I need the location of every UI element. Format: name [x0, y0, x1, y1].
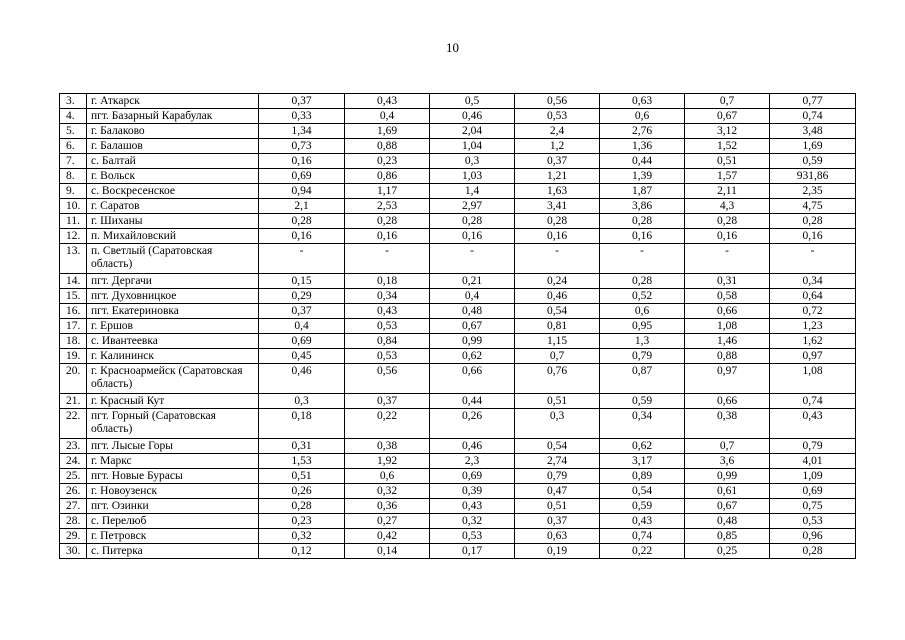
value-cell: 0,74 — [770, 394, 856, 409]
value-cell: 0,25 — [685, 544, 770, 559]
value-cell: 0,18 — [259, 409, 345, 439]
settlement-name: г. Аткарск — [87, 94, 259, 109]
value-cell: 1,04 — [430, 139, 515, 154]
value-cell: 0,79 — [770, 439, 856, 454]
value-cell: 2,11 — [685, 184, 770, 199]
value-cell: 0,4 — [259, 319, 345, 334]
value-cell: 0,34 — [600, 409, 685, 439]
value-cell: 0,87 — [600, 364, 685, 394]
value-cell: 0,39 — [430, 484, 515, 499]
value-cell: 2,53 — [345, 199, 430, 214]
page-number: 10 — [446, 40, 459, 55]
row-number: 4. — [60, 109, 87, 124]
value-cell: 1,08 — [770, 364, 856, 394]
value-cell: 0,46 — [430, 439, 515, 454]
table-row — [60, 274, 856, 289]
value-cell: 0,5 — [430, 94, 515, 109]
value-cell: 0,67 — [685, 499, 770, 514]
row-number: 13. — [60, 244, 87, 274]
value-cell: 1,36 — [600, 139, 685, 154]
value-cell: 1,62 — [770, 334, 856, 349]
table-row — [60, 109, 856, 124]
value-cell: 0,32 — [345, 484, 430, 499]
value-cell: 0,7 — [515, 349, 600, 364]
value-cell: 0,37 — [259, 94, 345, 109]
value-cell: 2,3 — [430, 454, 515, 469]
value-cell: 0,66 — [685, 394, 770, 409]
value-cell: 1,69 — [770, 139, 856, 154]
table-row — [60, 169, 856, 184]
value-cell: 0,53 — [770, 514, 856, 529]
value-cell: 3,17 — [600, 454, 685, 469]
row-number: 24. — [60, 454, 87, 469]
value-cell: 0,77 — [770, 94, 856, 109]
value-cell: 0,46 — [430, 109, 515, 124]
value-cell: - — [770, 244, 856, 274]
value-cell: 4,3 — [685, 199, 770, 214]
value-cell: 0,69 — [259, 334, 345, 349]
table-row — [60, 124, 856, 139]
table-row — [60, 529, 856, 544]
value-cell: 1,69 — [345, 124, 430, 139]
value-cell: 0,3 — [430, 154, 515, 169]
value-cell: 0,86 — [345, 169, 430, 184]
value-cell: - — [685, 244, 770, 274]
table-row — [60, 484, 856, 499]
table-row — [60, 514, 856, 529]
value-cell: 0,97 — [685, 364, 770, 394]
value-cell: 0,16 — [685, 229, 770, 244]
value-cell: 0,74 — [600, 529, 685, 544]
table-row — [60, 409, 856, 439]
value-cell: - — [600, 244, 685, 274]
value-cell: 0,28 — [600, 214, 685, 229]
row-number: 28. — [60, 514, 87, 529]
value-cell: 0,69 — [430, 469, 515, 484]
value-cell: 0,88 — [345, 139, 430, 154]
row-number: 15. — [60, 289, 87, 304]
value-cell: 0,54 — [515, 439, 600, 454]
value-cell: 1,87 — [600, 184, 685, 199]
row-number: 25. — [60, 469, 87, 484]
value-cell: 1,34 — [259, 124, 345, 139]
value-cell: 0,28 — [259, 214, 345, 229]
value-cell: 0,27 — [345, 514, 430, 529]
value-cell: 0,89 — [600, 469, 685, 484]
value-cell: 0,54 — [600, 484, 685, 499]
settlement-name: пгт. Екатериновка — [87, 304, 259, 319]
value-cell: 2,76 — [600, 124, 685, 139]
value-cell: 0,53 — [345, 349, 430, 364]
settlement-name: г. Петровск — [87, 529, 259, 544]
row-number: 20. — [60, 364, 87, 394]
value-cell: 0,72 — [770, 304, 856, 319]
value-cell: 0,18 — [345, 274, 430, 289]
value-cell: 0,37 — [515, 514, 600, 529]
value-cell: 0,21 — [430, 274, 515, 289]
value-cell: 0,37 — [515, 154, 600, 169]
value-cell: 0,32 — [430, 514, 515, 529]
value-cell: 0,28 — [685, 214, 770, 229]
table-row — [60, 244, 856, 274]
value-cell: 0,43 — [345, 304, 430, 319]
value-cell: 0,99 — [430, 334, 515, 349]
settlement-name: г. Саратов — [87, 199, 259, 214]
value-cell: 0,52 — [600, 289, 685, 304]
value-cell: 2,04 — [430, 124, 515, 139]
value-cell: 0,67 — [430, 319, 515, 334]
table-row — [60, 154, 856, 169]
value-cell: 0,42 — [345, 529, 430, 544]
value-cell: 0,59 — [770, 154, 856, 169]
settlement-name: пгт. Дергачи — [87, 274, 259, 289]
row-number: 17. — [60, 319, 87, 334]
value-cell: 0,61 — [685, 484, 770, 499]
value-cell: 3,48 — [770, 124, 856, 139]
row-number: 14. — [60, 274, 87, 289]
value-cell: 0,26 — [259, 484, 345, 499]
row-number: 6. — [60, 139, 87, 154]
table-row — [60, 304, 856, 319]
value-cell: 0,76 — [515, 364, 600, 394]
value-cell: 0,96 — [770, 529, 856, 544]
value-cell: 0,44 — [600, 154, 685, 169]
value-cell: 0,43 — [430, 499, 515, 514]
value-cell: 0,56 — [515, 94, 600, 109]
table-row — [60, 499, 856, 514]
value-cell: 0,51 — [515, 499, 600, 514]
settlement-name: с. Ивантеевка — [87, 334, 259, 349]
value-cell: - — [430, 244, 515, 274]
settlement-name: с. Перелюб — [87, 514, 259, 529]
value-cell: 0,16 — [430, 229, 515, 244]
row-number: 27. — [60, 499, 87, 514]
value-cell: 3,12 — [685, 124, 770, 139]
value-cell: 0,28 — [259, 499, 345, 514]
value-cell: 3,41 — [515, 199, 600, 214]
settlement-name: с. Воскресенское — [87, 184, 259, 199]
value-cell: 0,46 — [259, 364, 345, 394]
value-cell: 0,29 — [259, 289, 345, 304]
value-cell: 0,46 — [515, 289, 600, 304]
row-number: 30. — [60, 544, 87, 559]
value-cell: 1,4 — [430, 184, 515, 199]
row-number: 3. — [60, 94, 87, 109]
value-cell: 0,43 — [770, 409, 856, 439]
settlement-name: п. Светлый (Саратовская область) — [87, 244, 259, 274]
value-cell: 0,48 — [430, 304, 515, 319]
value-cell: 0,3 — [515, 409, 600, 439]
value-cell: 1,46 — [685, 334, 770, 349]
value-cell: 0,15 — [259, 274, 345, 289]
row-number: 7. — [60, 154, 87, 169]
value-cell: 1,2 — [515, 139, 600, 154]
table-row — [60, 334, 856, 349]
row-number: 23. — [60, 439, 87, 454]
value-cell: 0,3 — [259, 394, 345, 409]
value-cell: 4,75 — [770, 199, 856, 214]
value-cell: 0,56 — [345, 364, 430, 394]
value-cell: 0,53 — [515, 109, 600, 124]
value-cell: 0,54 — [515, 304, 600, 319]
row-number: 26. — [60, 484, 87, 499]
value-cell: 0,59 — [600, 394, 685, 409]
settlements-table — [59, 93, 856, 559]
value-cell: 0,48 — [685, 514, 770, 529]
row-number: 5. — [60, 124, 87, 139]
value-cell: 0,28 — [770, 544, 856, 559]
settlement-name: г. Ершов — [87, 319, 259, 334]
value-cell: 0,51 — [259, 469, 345, 484]
value-cell: 0,88 — [685, 349, 770, 364]
row-number: 29. — [60, 529, 87, 544]
value-cell: 0,28 — [770, 214, 856, 229]
value-cell: 0,16 — [345, 229, 430, 244]
value-cell: 0,28 — [345, 214, 430, 229]
settlement-name: пгт. Базарный Карабулак — [87, 109, 259, 124]
value-cell: 0,63 — [515, 529, 600, 544]
value-cell: 0,24 — [515, 274, 600, 289]
value-cell: 0,16 — [259, 154, 345, 169]
value-cell: 0,66 — [430, 364, 515, 394]
settlement-name: пгт. Лысые Горы — [87, 439, 259, 454]
value-cell: 0,67 — [685, 109, 770, 124]
value-cell: 931,86 — [770, 169, 856, 184]
table-row — [60, 319, 856, 334]
value-cell: 0,28 — [515, 214, 600, 229]
value-cell: 3,86 — [600, 199, 685, 214]
value-cell: 0,36 — [345, 499, 430, 514]
value-cell: 0,31 — [685, 274, 770, 289]
value-cell: 0,69 — [259, 169, 345, 184]
table-body — [60, 94, 856, 559]
value-cell: 0,34 — [345, 289, 430, 304]
value-cell: 0,79 — [515, 469, 600, 484]
value-cell: 2,4 — [515, 124, 600, 139]
value-cell: 0,66 — [685, 304, 770, 319]
value-cell: 1,53 — [259, 454, 345, 469]
settlement-name: г. Новоузенск — [87, 484, 259, 499]
value-cell: 2,35 — [770, 184, 856, 199]
value-cell: 1,63 — [515, 184, 600, 199]
settlement-name: г. Маркс — [87, 454, 259, 469]
value-cell: 0,75 — [770, 499, 856, 514]
value-cell: 0,59 — [600, 499, 685, 514]
value-cell: 0,6 — [600, 109, 685, 124]
table-row — [60, 544, 856, 559]
value-cell: 0,79 — [600, 349, 685, 364]
value-cell: 0,85 — [685, 529, 770, 544]
value-cell: 0,44 — [430, 394, 515, 409]
settlement-name: г. Красный Кут — [87, 394, 259, 409]
value-cell: 0,16 — [515, 229, 600, 244]
value-cell: 1,52 — [685, 139, 770, 154]
value-cell: 1,09 — [770, 469, 856, 484]
value-cell: 0,43 — [600, 514, 685, 529]
value-cell: 1,23 — [770, 319, 856, 334]
row-number: 19. — [60, 349, 87, 364]
value-cell: 0,31 — [259, 439, 345, 454]
value-cell: 0,53 — [430, 529, 515, 544]
value-cell: 0,45 — [259, 349, 345, 364]
value-cell: 0,53 — [345, 319, 430, 334]
table-row — [60, 394, 856, 409]
value-cell: 0,7 — [685, 439, 770, 454]
row-number: 10. — [60, 199, 87, 214]
value-cell: 3,6 — [685, 454, 770, 469]
table-row — [60, 349, 856, 364]
value-cell: 0,94 — [259, 184, 345, 199]
settlement-name: г. Балашов — [87, 139, 259, 154]
row-number: 21. — [60, 394, 87, 409]
settlement-name: г. Шиханы — [87, 214, 259, 229]
settlement-name: г. Красноармейск (Саратовская область) — [87, 364, 259, 394]
value-cell: 0,51 — [515, 394, 600, 409]
value-cell: 0,16 — [770, 229, 856, 244]
value-cell: 1,21 — [515, 169, 600, 184]
value-cell: 2,74 — [515, 454, 600, 469]
value-cell: 1,08 — [685, 319, 770, 334]
settlement-name: пгт. Новые Бурасы — [87, 469, 259, 484]
row-number: 18. — [60, 334, 87, 349]
settlement-name: с. Балтай — [87, 154, 259, 169]
value-cell: 0,69 — [770, 484, 856, 499]
value-cell: 0,23 — [259, 514, 345, 529]
value-cell: 0,6 — [345, 469, 430, 484]
table-row — [60, 439, 856, 454]
table-row — [60, 94, 856, 109]
row-number: 12. — [60, 229, 87, 244]
value-cell: 0,37 — [259, 304, 345, 319]
value-cell: 0,22 — [345, 409, 430, 439]
value-cell: 0,62 — [600, 439, 685, 454]
settlement-name: пгт. Духовницкое — [87, 289, 259, 304]
value-cell: 0,22 — [600, 544, 685, 559]
row-number: 8. — [60, 169, 87, 184]
value-cell: 0,32 — [259, 529, 345, 544]
row-number: 11. — [60, 214, 87, 229]
row-number: 16. — [60, 304, 87, 319]
value-cell: 0,6 — [600, 304, 685, 319]
value-cell: 0,84 — [345, 334, 430, 349]
value-cell: 0,38 — [685, 409, 770, 439]
table-row — [60, 214, 856, 229]
table-row — [60, 229, 856, 244]
value-cell: 0,7 — [685, 94, 770, 109]
value-cell: 0,26 — [430, 409, 515, 439]
value-cell: 2,1 — [259, 199, 345, 214]
value-cell: 0,28 — [600, 274, 685, 289]
value-cell: 1,3 — [600, 334, 685, 349]
value-cell: 0,38 — [345, 439, 430, 454]
value-cell: 0,16 — [600, 229, 685, 244]
value-cell: 0,47 — [515, 484, 600, 499]
row-number: 9. — [60, 184, 87, 199]
value-cell: 1,15 — [515, 334, 600, 349]
value-cell: 0,62 — [430, 349, 515, 364]
settlement-name: пгт. Горный (Саратовская область) — [87, 409, 259, 439]
value-cell: 0,51 — [685, 154, 770, 169]
settlement-name: пгт. Озинки — [87, 499, 259, 514]
value-cell: 0,43 — [345, 94, 430, 109]
value-cell: 0,97 — [770, 349, 856, 364]
value-cell: 2,97 — [430, 199, 515, 214]
value-cell: 0,81 — [515, 319, 600, 334]
table-row — [60, 454, 856, 469]
value-cell: 0,19 — [515, 544, 600, 559]
value-cell: 0,14 — [345, 544, 430, 559]
settlement-name: г. Калининск — [87, 349, 259, 364]
value-cell: 0,28 — [430, 214, 515, 229]
value-cell: - — [515, 244, 600, 274]
value-cell: 1,03 — [430, 169, 515, 184]
value-cell: 0,16 — [259, 229, 345, 244]
value-cell: 0,4 — [430, 289, 515, 304]
settlement-name: с. Питерка — [87, 544, 259, 559]
value-cell: 0,37 — [345, 394, 430, 409]
settlement-name: г. Вольск — [87, 169, 259, 184]
value-cell: 1,39 — [600, 169, 685, 184]
value-cell: 0,63 — [600, 94, 685, 109]
value-cell: 0,58 — [685, 289, 770, 304]
value-cell: 4,01 — [770, 454, 856, 469]
value-cell: 0,4 — [345, 109, 430, 124]
value-cell: 1,17 — [345, 184, 430, 199]
value-cell: 0,73 — [259, 139, 345, 154]
value-cell: - — [259, 244, 345, 274]
table-row — [60, 199, 856, 214]
value-cell: - — [345, 244, 430, 274]
table-row — [60, 184, 856, 199]
value-cell: 0,23 — [345, 154, 430, 169]
row-number: 22. — [60, 409, 87, 439]
table-row — [60, 289, 856, 304]
value-cell: 0,17 — [430, 544, 515, 559]
value-cell: 0,99 — [685, 469, 770, 484]
value-cell: 0,74 — [770, 109, 856, 124]
value-cell: 1,57 — [685, 169, 770, 184]
table-row — [60, 364, 856, 394]
settlement-name: г. Балаково — [87, 124, 259, 139]
table-row — [60, 469, 856, 484]
table-row — [60, 139, 856, 154]
value-cell: 0,64 — [770, 289, 856, 304]
settlement-name: п. Михайловский — [87, 229, 259, 244]
value-cell: 0,12 — [259, 544, 345, 559]
value-cell: 0,95 — [600, 319, 685, 334]
value-cell: 0,33 — [259, 109, 345, 124]
value-cell: 0,34 — [770, 274, 856, 289]
value-cell: 1,92 — [345, 454, 430, 469]
